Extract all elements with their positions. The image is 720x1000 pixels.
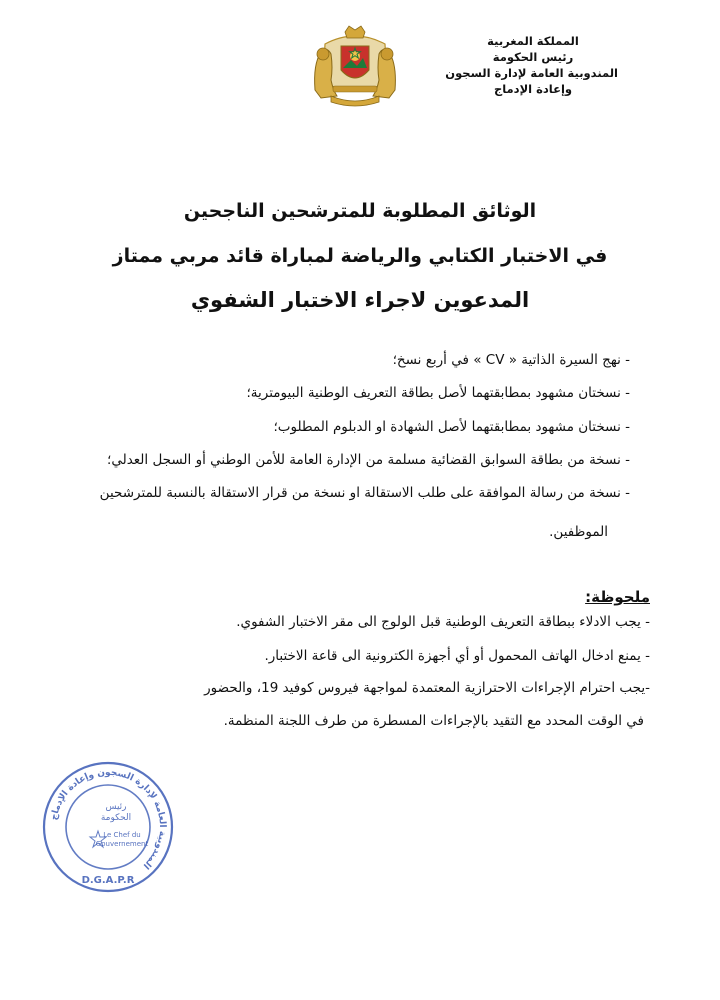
header-line-delegation: المندوبية العامة لإدارة السجون [445,66,618,80]
note-item-covid-measures-continued: في الوقت المحدد مع التقيد بالإجراءات المسطرة من طرف اللجنة المنظمة. [223,713,644,729]
moroccan-coat-of-arms-icon [307,24,403,108]
stamp-inner-line-2: الحكومة [100,813,132,823]
note-heading: ملحوظة: [585,588,650,606]
note-item-id-card: - يجب الادلاء ببطاقة التعريف الوطنية قبل الولوج الى مقر الاختبار الشفوي. [236,614,650,630]
official-stamp [38,757,178,897]
note-item-covid-measures: -يجب احترام الإجراءات الاحترازية المعتمدة لمواجهة فيروس كوفيد 19، والحضور [204,680,650,696]
stamp-french-line-1: Le Chef du [103,831,141,839]
document-title-line-1: الوثائق المطلوبة للمترشحين الناجحين [183,200,537,222]
requirement-criminal-record: - نسخة من بطاقة السوابق القضائية مسلمة من الإدارة العامة للأمن الوطني أو السجل العدلي؛ [107,452,630,468]
document-title-line-2: في الاختبار الكتابي والرياضة لمباراة قائد مربي ممتاز [112,245,608,267]
requirement-resignation-letter-continued: الموظفين. [549,524,608,540]
requirement-diploma-copies: - نسختان مشهود بمطابقتهما لأصل الشهادة او الدبلوم المطلوب؛ [273,419,630,435]
stamp-inner-line-1: رئيس [105,802,127,812]
header-line-reintegration: وإعادة الإدماج [493,82,573,96]
note-item-no-phones: - يمنع ادخال الهاتف المحمول أو أي أجهزة الكترونية الى قاعة الاختبار. [264,648,650,664]
stamp-bottom-acronym: D.G.A.P.R [81,875,135,886]
requirement-resignation-letter: - نسخة من رسالة الموافقة على طلب الاستقالة او نسخة من قرار الاستقالة بالنسبة للمترشحين [99,485,630,501]
header-line-government-head: رئيس الحكومة [492,50,574,64]
stamp-french-line-2: Gouvernement [95,840,149,848]
requirement-id-copies: - نسختان مشهود بمطابقتهما لأصل بطاقة التعريف الوطنية البيومترية؛ [246,385,630,401]
stamp-outer-text: المندوبية العامة لإدارة السجون وإعادة الإدماج [49,767,168,871]
header-line-kingdom: المملكة المغربية [487,34,579,48]
header-ministry-block [445,33,618,97]
requirement-cv: - نهج السيرة الذاتية « CV » في أربع نسخ؛ [392,352,630,368]
document-title-line-3: المدعوين لاجراء الاختبار الشفوي [190,288,530,312]
